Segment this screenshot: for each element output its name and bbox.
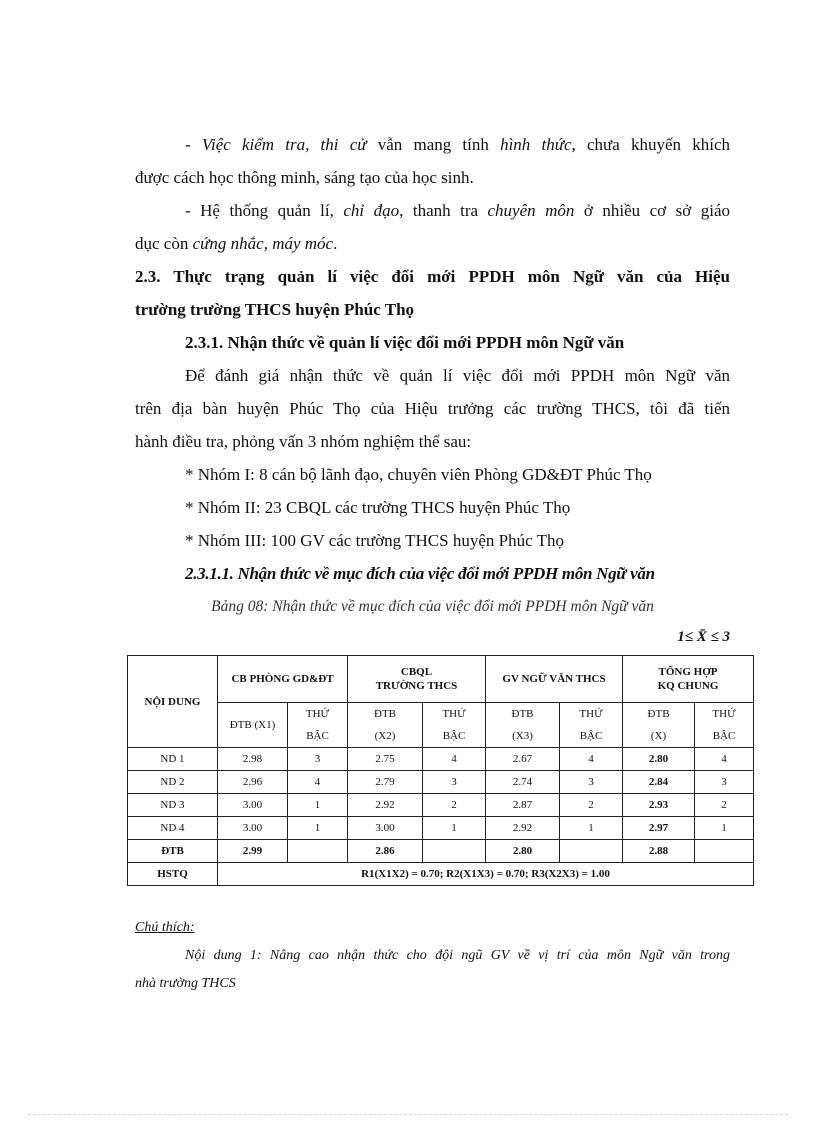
cell-rank-2: 1 <box>423 817 486 840</box>
header-content: NỘI DUNG <box>128 656 218 748</box>
subheader-text: (X) <box>650 730 667 742</box>
cell-x3: 2.92 <box>486 817 560 840</box>
subheader-rank <box>560 703 623 748</box>
cell-x2: 3.00 <box>348 817 423 840</box>
cell-x: 2.80 <box>623 748 695 771</box>
section-heading-2-3-1: 2.3.1. Nhận thức về quản lí việc đổi mới PPDH môn Ngữ văn <box>185 333 625 352</box>
row-label: ND 2 <box>128 771 218 794</box>
paragraph-survey-cont: hành điều tra, phỏng vấn 3 nhóm nghiệm thể sau: <box>135 432 472 451</box>
cell-rank-1: 1 <box>288 794 348 817</box>
paragraph-exam <box>135 128 730 161</box>
cell-x1: 2.96 <box>218 771 288 794</box>
subheader-text: ĐTB <box>511 708 534 720</box>
cell-x3: 2.74 <box>486 771 560 794</box>
cell-x1: 2.99 <box>218 840 288 863</box>
subheader-text: ĐTB <box>647 708 670 720</box>
subheader-x <box>623 703 695 748</box>
subheader-text: BẬC <box>306 730 329 742</box>
header-text: TRƯỜNG THCS <box>375 680 458 692</box>
cell-rank-3: 4 <box>560 748 623 771</box>
header-text: KQ CHUNG <box>657 680 719 692</box>
subheader-rank <box>423 703 486 748</box>
text: . <box>333 234 338 253</box>
text: - <box>185 135 202 154</box>
cell-rank-1: 3 <box>288 748 348 771</box>
cell-x2: 2.86 <box>348 840 423 863</box>
table-row <box>128 771 754 794</box>
cell-x3: 2.67 <box>486 748 560 771</box>
cell-empty <box>560 840 623 863</box>
cell-rank-1: 1 <box>288 817 348 840</box>
text: , thanh tra <box>399 201 488 220</box>
header-group-3: GV NGỮ VĂN THCS <box>486 656 623 703</box>
page-bottom-divider <box>28 1114 788 1115</box>
cell-x: 2.97 <box>623 817 695 840</box>
cell-x2: 2.79 <box>348 771 423 794</box>
notes-title <box>135 914 730 942</box>
cell-empty <box>423 840 486 863</box>
cell-rank-3: 2 <box>560 794 623 817</box>
note-line: Nội dung 1: Nâng cao nhận thức cho đội ngũ GV về vị trí của môn Ngữ văn trong <box>185 948 730 963</box>
section-heading-2-3-cont: trường trường THCS huyện Phúc Thọ <box>135 300 415 319</box>
cell-rank: 2 <box>695 794 754 817</box>
cell-empty <box>695 840 754 863</box>
italic-text: chỉ đạo <box>343 201 400 220</box>
header-text: CBQL <box>400 666 433 678</box>
row-label: ĐTB <box>128 840 218 863</box>
range-note: 1≤ X̄ ≤ 3 <box>677 629 730 645</box>
text: dục còn <box>135 234 193 253</box>
cell-x2: 2.75 <box>348 748 423 771</box>
cell-rank: 3 <box>695 771 754 794</box>
subheader-text: (X2) <box>374 730 396 742</box>
subheader-text: BẬC <box>712 730 736 742</box>
italic-text: Việc kiểm tra, thi cử <box>201 135 367 154</box>
paragraph-management <box>135 194 730 227</box>
table-row-correlation <box>128 863 754 886</box>
cell-x: 2.84 <box>623 771 695 794</box>
cell-x: 2.93 <box>623 794 695 817</box>
paragraph-exam-cont: được cách học thông minh, sáng tạo của học sinh. <box>135 168 474 187</box>
row-label: HSTQ <box>128 863 218 886</box>
cell-rank: 4 <box>695 748 754 771</box>
subheader-rank <box>695 703 754 748</box>
table-row-average <box>128 840 754 863</box>
table-header-row <box>128 656 754 703</box>
subheader-text: THỨ <box>579 708 603 720</box>
table-subheader-row <box>128 703 754 748</box>
text: vẫn mang tính <box>366 135 501 154</box>
list-item-group-2: * Nhóm II: 23 CBQL các trường THCS huyện Phúc Thọ <box>185 498 571 517</box>
note-line: nhà trường THCS <box>135 976 236 991</box>
paragraph-management-cont <box>135 227 730 260</box>
cell-x3: 2.80 <box>486 840 560 863</box>
text: - Hệ thống quản lí, <box>185 201 344 220</box>
cell-correlation: R1(X1X2) = 0.70; R2(X1X3) = 0.70; R3(X2X3) = 1.00 <box>218 863 754 886</box>
subheader-text: THỨ <box>442 708 466 720</box>
table-row <box>128 794 754 817</box>
paragraph-survey-cont: trên địa bàn huyện Phúc Thọ của Hiệu trưởng các trường THCS, tôi đã tiến <box>135 399 730 418</box>
header-group-2 <box>348 656 486 703</box>
cell-rank-2: 4 <box>423 748 486 771</box>
cell-rank-2: 3 <box>423 771 486 794</box>
subheader-text: THỨ <box>305 708 330 720</box>
list-item-group-1: * Nhóm I: 8 cán bộ lãnh đạo, chuyên viên Phòng GD&ĐT Phúc Thọ <box>185 465 652 484</box>
text: ở nhiều cơ sở giáo <box>574 201 730 220</box>
paragraph-survey: Để đánh giá nhận thức về quản lí việc đổi mới PPDH môn Ngữ văn <box>185 366 730 385</box>
subheader-x3 <box>486 703 560 748</box>
italic-text: chuyên môn <box>487 201 575 220</box>
italic-text: hình thức <box>500 135 572 154</box>
cell-empty <box>288 840 348 863</box>
cell-x: 2.88 <box>623 840 695 863</box>
subheader-text: ĐTB <box>374 708 396 720</box>
cell-x1: 3.00 <box>218 794 288 817</box>
cell-rank-3: 1 <box>560 817 623 840</box>
list-item-group-3: * Nhóm III: 100 GV các trường THCS huyện Phúc Thọ <box>185 531 564 550</box>
header-text: TỔNG HỢP <box>658 666 718 678</box>
cell-rank-3: 3 <box>560 771 623 794</box>
header-group-4 <box>623 656 754 703</box>
table-caption: Bảng 08: Nhận thức về mục đích của việc đổi mới PPDH môn Ngữ văn <box>211 598 654 615</box>
notes-title-text: Chú thích: <box>135 920 195 935</box>
subheader-rank <box>288 703 348 748</box>
row-label: ND 3 <box>128 794 218 817</box>
subheader-text: THỨ <box>712 708 736 720</box>
subheader-text: BẬC <box>442 730 466 742</box>
section-heading-2-3-1-1: 2.3.1.1. Nhận thức về mục đích của việc đổi mới PPDH môn Ngữ văn <box>185 564 655 583</box>
cell-x1: 3.00 <box>218 817 288 840</box>
row-label: ND 1 <box>128 748 218 771</box>
cell-x1: 2.98 <box>218 748 288 771</box>
section-heading-2-3: 2.3. Thực trạng quản lí việc đổi mới PPDH môn Ngữ văn của Hiệu <box>135 267 730 286</box>
cell-rank-2: 2 <box>423 794 486 817</box>
subheader-x2 <box>348 703 423 748</box>
italic-text: cứng nhắc, máy móc <box>192 234 334 253</box>
header-group-1: CB PHÒNG GD&ĐT <box>218 656 348 703</box>
row-label: ND 4 <box>128 817 218 840</box>
cell-rank-1: 4 <box>288 771 348 794</box>
table-row <box>128 748 754 771</box>
table-row <box>128 817 754 840</box>
cell-x3: 2.87 <box>486 794 560 817</box>
text: , chưa khuyến khích <box>571 135 730 154</box>
cell-x2: 2.92 <box>348 794 423 817</box>
results-table <box>127 655 754 886</box>
subheader-text: (X3) <box>512 730 533 742</box>
subheader-x1: ĐTB (X1) <box>218 703 288 748</box>
cell-rank: 1 <box>695 817 754 840</box>
subheader-text: BẬC <box>579 730 603 742</box>
